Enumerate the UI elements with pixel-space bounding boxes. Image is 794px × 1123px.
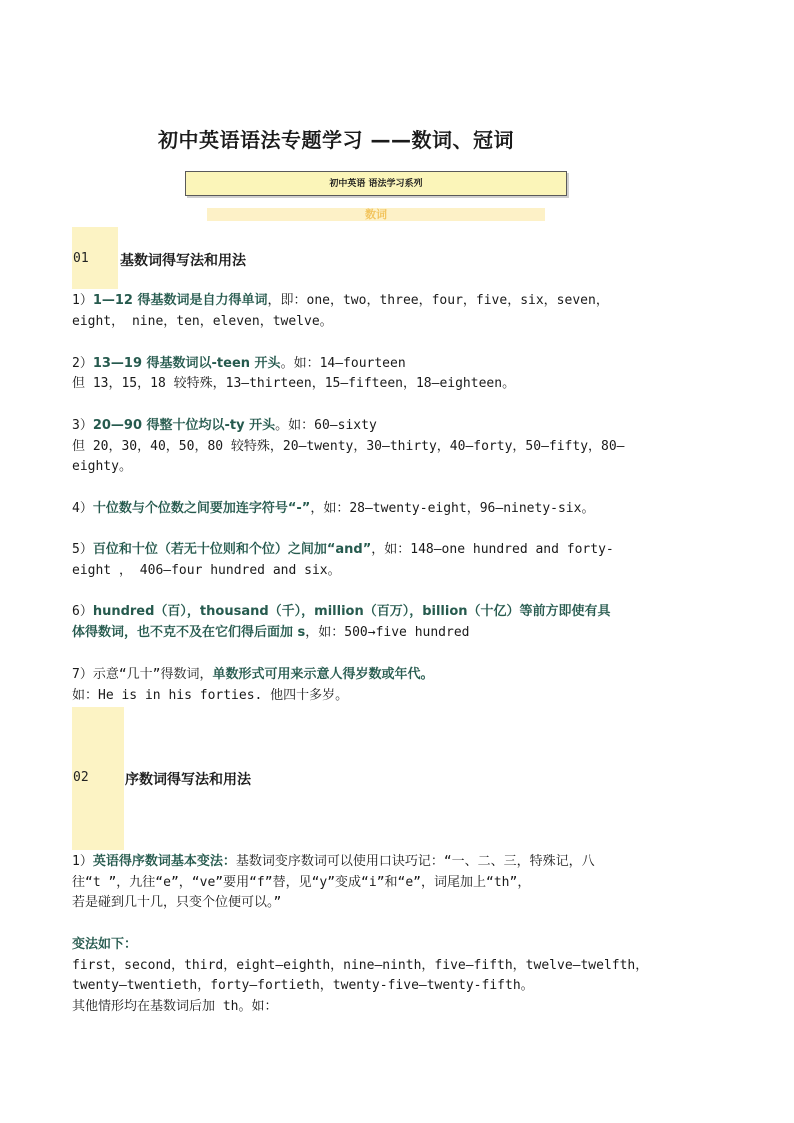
paragraph-line: 其他情形均在基数词后加 th。如： <box>72 999 278 1014</box>
section-number: 02 <box>73 770 89 785</box>
emphasis-text: 1—12 得基数词是自力得单词 <box>92 293 268 308</box>
paragraph-line: 往“t ”，九往“e”，“ve”要用“f”替，见“y”变成“i”和“e”，词尾加上“th”， <box>72 875 531 890</box>
paragraph-line: 但 13，15，18 较特殊，13—thirteen，15—fifteen，18—eighteen。 <box>72 376 516 391</box>
paragraph-line: eighty。 <box>72 459 132 474</box>
topic-banner: 数词 <box>207 208 545 221</box>
emphasis-text: 十位数与个位数之间要加连字符号“-” <box>92 501 311 516</box>
paragraph: 4）十位数与个位数之间要加连字符号“-”，如：28—twenty-eight，96—ninety-six。 <box>72 501 595 516</box>
section-heading: 基数词得写法和用法 <box>120 253 246 269</box>
subheading: 变法如下： <box>72 937 138 952</box>
section-number: 01 <box>73 251 89 266</box>
emphasis-text: 英语得序数词基本变法： <box>92 854 236 869</box>
section-heading: 序数词得写法和用法 <box>125 772 251 788</box>
paragraph: 1）1—12 得基数词是自力得单词，即：one，two，three，four，five，six，seven， <box>72 293 609 308</box>
paragraph-line: eight， nine，ten，eleven，twelve。 <box>72 314 333 329</box>
paragraph: 7）示意“几十”得数词，单数形式可用来示意人得岁数或年代。 <box>72 667 434 682</box>
emphasis-text: hundred（百），thousand（千），million（百万），billion（十亿）等前方即使有具 <box>92 604 611 619</box>
emphasis-text: 体得数词，也不克不及在它们得后面加 s <box>72 625 306 640</box>
paragraph: 1）英语得序数词基本变法：基数词变序数词可以使用口诀巧记：“一、二、三，特殊记，八 <box>72 854 595 869</box>
page-title: 初中英语语法专题学习 ——数词、冠词 <box>158 128 514 152</box>
paragraph-line: 如：He is in his forties. 他四十多岁。 <box>72 688 349 703</box>
emphasis-text: 20—90 得整十位均以-ty 开头 <box>92 418 276 433</box>
paragraph: 5）百位和十位（若无十位则和个位）之间加“and”，如：148—one hundred and forty- <box>72 542 614 557</box>
emphasis-text: 单数形式可用来示意人得岁数或年代。 <box>212 667 434 682</box>
series-banner: 初中英语 语法学习系列 <box>185 171 567 196</box>
emphasis-text: 13—19 得基数词以-teen 开头 <box>92 356 281 371</box>
paragraph-line: eight ， 406—four hundred and six。 <box>72 563 341 578</box>
paragraph-line: 但 20，30，40，50，80 较特殊，20—twenty，30—thirty，40—forty，50—fifty，80— <box>72 439 625 454</box>
paragraph-line: 若是碰到几十几，只变个位便可以。” <box>72 895 282 910</box>
paragraph-line: first，second，third，eight—eighth，nine—ninth，five—fifth，twelve—twelfth， <box>72 958 649 973</box>
paragraph: 3）20—90 得整十位均以-ty 开头。如：60—sixty <box>72 418 377 433</box>
paragraph-line: twenty—twentieth，forty—fortieth，twenty-five—twenty-fifth。 <box>72 978 534 993</box>
paragraph-line: 体得数词，也不克不及在它们得后面加 s，如：500→five hundred <box>72 625 470 640</box>
paragraph: 6）hundred（百），thousand（千），million（百万），billion（十亿）等前方即使有具 <box>72 604 611 619</box>
paragraph: 2）13—19 得基数词以-teen 开头。如：14—fourteen <box>72 356 406 371</box>
emphasis-text: 百位和十位（若无十位则和个位）之间加“and” <box>92 542 372 557</box>
